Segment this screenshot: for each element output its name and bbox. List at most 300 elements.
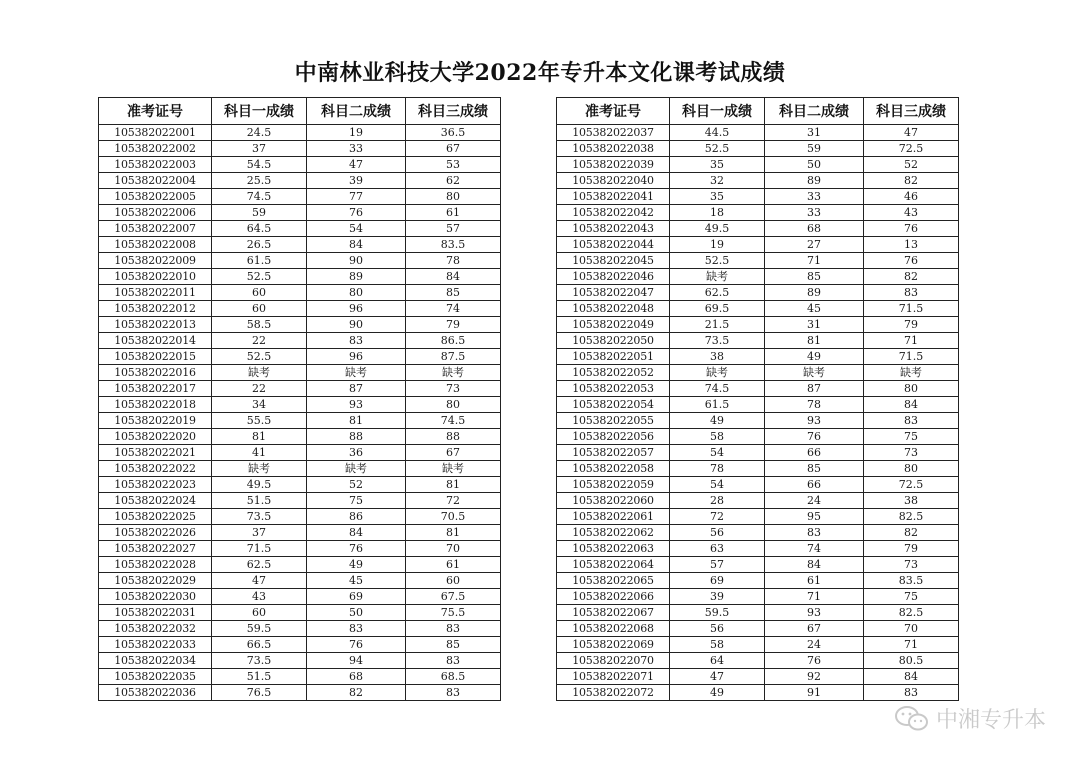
cell-subject-1: 60	[212, 285, 307, 301]
table-row	[99, 349, 501, 365]
table-row	[99, 605, 501, 621]
table-body-left	[99, 125, 501, 701]
cell-exam-id: 105382022019	[99, 413, 212, 429]
cell-subject-2: 24	[765, 493, 864, 509]
scores-table-left	[98, 97, 501, 701]
cell-subject-1: 62.5	[670, 285, 765, 301]
table-row	[99, 589, 501, 605]
cell-subject-2: 50	[765, 157, 864, 173]
table-row	[557, 205, 959, 221]
table-row	[557, 541, 959, 557]
cell-subject-1: 47	[670, 669, 765, 685]
cell-subject-2: 68	[765, 221, 864, 237]
table-row	[99, 141, 501, 157]
cell-exam-id: 105382022033	[99, 637, 212, 653]
cell-subject-1: 37	[212, 525, 307, 541]
cell-exam-id: 105382022006	[99, 205, 212, 221]
header-subject-3: 科目三成绩	[864, 98, 959, 125]
cell-subject-2: 83	[307, 621, 406, 637]
cell-subject-2: 96	[307, 349, 406, 365]
table-row	[557, 285, 959, 301]
cell-subject-2: 83	[765, 525, 864, 541]
cell-subject-2: 81	[307, 413, 406, 429]
table-row	[557, 429, 959, 445]
cell-subject-1: 74.5	[670, 381, 765, 397]
table-row	[99, 173, 501, 189]
cell-subject-2: 45	[307, 573, 406, 589]
cell-subject-3: 38	[864, 493, 959, 509]
cell-subject-3: 83.5	[864, 573, 959, 589]
cell-subject-3: 71.5	[864, 301, 959, 317]
cell-subject-1: 72	[670, 509, 765, 525]
cell-exam-id: 105382022028	[99, 557, 212, 573]
cell-subject-2: 68	[307, 669, 406, 685]
cell-subject-2: 84	[765, 557, 864, 573]
cell-subject-2: 49	[765, 349, 864, 365]
table-row	[557, 237, 959, 253]
cell-subject-3: 67	[406, 445, 501, 461]
cell-exam-id: 105382022025	[99, 509, 212, 525]
cell-exam-id: 105382022012	[99, 301, 212, 317]
cell-subject-1: 59.5	[212, 621, 307, 637]
table-row	[557, 413, 959, 429]
cell-subject-1: 49.5	[212, 477, 307, 493]
cell-subject-1: 58	[670, 637, 765, 653]
cell-subject-1: 59.5	[670, 605, 765, 621]
cell-subject-2: 88	[307, 429, 406, 445]
cell-exam-id: 105382022048	[557, 301, 670, 317]
table-row	[557, 397, 959, 413]
cell-subject-3: 82	[864, 173, 959, 189]
cell-subject-1: 28	[670, 493, 765, 509]
cell-subject-1: 44.5	[670, 125, 765, 141]
cell-exam-id: 105382022011	[99, 285, 212, 301]
cell-subject-1: 73.5	[212, 509, 307, 525]
cell-subject-3: 79	[864, 317, 959, 333]
cell-subject-3: 75	[864, 429, 959, 445]
table-row	[557, 141, 959, 157]
cell-exam-id: 105382022027	[99, 541, 212, 557]
cell-exam-id: 105382022069	[557, 637, 670, 653]
cell-subject-3: 缺考	[406, 461, 501, 477]
cell-subject-1: 63	[670, 541, 765, 557]
cell-exam-id: 105382022072	[557, 685, 670, 701]
cell-subject-3: 75	[864, 589, 959, 605]
cell-subject-2: 94	[307, 653, 406, 669]
cell-subject-3: 81	[406, 477, 501, 493]
table-row	[557, 477, 959, 493]
cell-subject-3: 84	[864, 669, 959, 685]
cell-exam-id: 105382022005	[99, 189, 212, 205]
cell-subject-1: 73.5	[212, 653, 307, 669]
cell-subject-3: 85	[406, 285, 501, 301]
cell-subject-3: 13	[864, 237, 959, 253]
cell-subject-1: 64	[670, 653, 765, 669]
cell-subject-3: 72.5	[864, 477, 959, 493]
cell-subject-3: 81	[406, 525, 501, 541]
cell-subject-3: 78	[406, 253, 501, 269]
cell-subject-3: 83	[864, 685, 959, 701]
cell-subject-2: 27	[765, 237, 864, 253]
cell-subject-1: 25.5	[212, 173, 307, 189]
table-row	[99, 365, 501, 381]
table-row	[99, 237, 501, 253]
cell-exam-id: 105382022004	[99, 173, 212, 189]
header-exam-id: 准考证号	[557, 98, 670, 125]
cell-subject-3: 83.5	[406, 237, 501, 253]
cell-subject-1: 61.5	[670, 397, 765, 413]
cell-subject-2: 69	[307, 589, 406, 605]
cell-subject-2: 76	[765, 429, 864, 445]
cell-subject-3: 76	[864, 253, 959, 269]
cell-subject-3: 86.5	[406, 333, 501, 349]
cell-exam-id: 105382022026	[99, 525, 212, 541]
cell-exam-id: 105382022068	[557, 621, 670, 637]
cell-subject-2: 85	[765, 461, 864, 477]
cell-subject-3: 61	[406, 205, 501, 221]
table-row	[99, 493, 501, 509]
cell-subject-3: 60	[406, 573, 501, 589]
table-row	[557, 445, 959, 461]
table-row	[557, 173, 959, 189]
header-exam-id: 准考证号	[99, 98, 212, 125]
cell-subject-3: 70	[864, 621, 959, 637]
cell-subject-2: 75	[307, 493, 406, 509]
cell-subject-1: 59	[212, 205, 307, 221]
table-row	[99, 397, 501, 413]
cell-subject-1: 60	[212, 605, 307, 621]
cell-subject-2: 54	[307, 221, 406, 237]
cell-exam-id: 105382022053	[557, 381, 670, 397]
cell-subject-3: 88	[406, 429, 501, 445]
cell-subject-3: 75.5	[406, 605, 501, 621]
table-row	[557, 509, 959, 525]
cell-exam-id: 105382022050	[557, 333, 670, 349]
cell-subject-3: 79	[864, 541, 959, 557]
cell-subject-3: 62	[406, 173, 501, 189]
cell-exam-id: 105382022003	[99, 157, 212, 173]
cell-exam-id: 105382022035	[99, 669, 212, 685]
cell-subject-2: 49	[307, 557, 406, 573]
cell-subject-2: 87	[307, 381, 406, 397]
table-body-right	[557, 125, 959, 701]
wechat-icon	[894, 705, 930, 733]
cell-subject-2: 66	[765, 445, 864, 461]
cell-subject-1: 78	[670, 461, 765, 477]
cell-subject-1: 52.5	[212, 349, 307, 365]
cell-subject-1: 76.5	[212, 685, 307, 701]
table-row	[99, 525, 501, 541]
table-row	[99, 269, 501, 285]
table-row	[99, 221, 501, 237]
table-row	[557, 557, 959, 573]
table-row	[557, 317, 959, 333]
table-row	[99, 301, 501, 317]
cell-subject-3: 缺考	[864, 365, 959, 381]
cell-subject-1: 66.5	[212, 637, 307, 653]
table-row	[99, 685, 501, 701]
table-row	[99, 541, 501, 557]
cell-subject-2: 47	[307, 157, 406, 173]
cell-subject-2: 76	[307, 205, 406, 221]
cell-subject-2: 93	[307, 397, 406, 413]
cell-subject-1: 54.5	[212, 157, 307, 173]
cell-exam-id: 105382022067	[557, 605, 670, 621]
table-row	[557, 365, 959, 381]
cell-subject-3: 68.5	[406, 669, 501, 685]
table-row	[557, 637, 959, 653]
table-row	[557, 253, 959, 269]
watermark-text: 中湘专升本	[935, 708, 1046, 733]
cell-subject-1: 37	[212, 141, 307, 157]
table-row	[557, 525, 959, 541]
cell-subject-2: 71	[765, 589, 864, 605]
cell-subject-1: 52.5	[212, 269, 307, 285]
table-row	[99, 637, 501, 653]
cell-exam-id: 105382022037	[557, 125, 670, 141]
table-row	[99, 509, 501, 525]
cell-subject-3: 61	[406, 557, 501, 573]
cell-subject-2: 85	[765, 269, 864, 285]
cell-subject-2: 91	[765, 685, 864, 701]
cell-subject-1: 74.5	[212, 189, 307, 205]
cell-subject-3: 87.5	[406, 349, 501, 365]
cell-subject-2: 61	[765, 573, 864, 589]
table-row	[557, 669, 959, 685]
cell-subject-3: 83	[406, 621, 501, 637]
table-row	[99, 557, 501, 573]
cell-subject-1: 34	[212, 397, 307, 413]
cell-exam-id: 105382022007	[99, 221, 212, 237]
cell-exam-id: 105382022041	[557, 189, 670, 205]
cell-exam-id: 105382022024	[99, 493, 212, 509]
cell-exam-id: 105382022040	[557, 173, 670, 189]
header-subject-1: 科目一成绩	[670, 98, 765, 125]
cell-subject-1: 缺考	[670, 269, 765, 285]
cell-subject-2: 50	[307, 605, 406, 621]
table-row	[557, 573, 959, 589]
cell-subject-2: 45	[765, 301, 864, 317]
table-header-row	[99, 98, 501, 125]
table-row	[99, 317, 501, 333]
cell-subject-2: 93	[765, 413, 864, 429]
cell-subject-3: 82.5	[864, 605, 959, 621]
cell-exam-id: 105382022045	[557, 253, 670, 269]
cell-exam-id: 105382022043	[557, 221, 670, 237]
cell-subject-3: 缺考	[406, 365, 501, 381]
cell-subject-3: 46	[864, 189, 959, 205]
cell-subject-1: 43	[212, 589, 307, 605]
cell-subject-1: 21.5	[670, 317, 765, 333]
cell-subject-2: 92	[765, 669, 864, 685]
cell-subject-1: 71.5	[212, 541, 307, 557]
cell-subject-3: 79	[406, 317, 501, 333]
cell-subject-2: 39	[307, 173, 406, 189]
cell-subject-2: 67	[765, 621, 864, 637]
cell-subject-1: 51.5	[212, 669, 307, 685]
cell-exam-id: 105382022065	[557, 573, 670, 589]
cell-subject-1: 32	[670, 173, 765, 189]
cell-subject-3: 52	[864, 157, 959, 173]
cell-subject-3: 67	[406, 141, 501, 157]
cell-exam-id: 105382022002	[99, 141, 212, 157]
header-subject-3: 科目三成绩	[406, 98, 501, 125]
cell-subject-1: 61.5	[212, 253, 307, 269]
table-row	[99, 205, 501, 221]
table-row	[99, 461, 501, 477]
cell-subject-1: 49.5	[670, 221, 765, 237]
cell-subject-2: 76	[307, 541, 406, 557]
cell-exam-id: 105382022063	[557, 541, 670, 557]
cell-subject-2: 31	[765, 317, 864, 333]
table-row	[99, 621, 501, 637]
cell-exam-id: 105382022046	[557, 269, 670, 285]
cell-subject-2: 80	[307, 285, 406, 301]
scores-table-right	[556, 97, 959, 701]
header-subject-2: 科目二成绩	[765, 98, 864, 125]
cell-subject-3: 70	[406, 541, 501, 557]
cell-subject-3: 74.5	[406, 413, 501, 429]
cell-subject-1: 60	[212, 301, 307, 317]
cell-subject-2: 82	[307, 685, 406, 701]
cell-subject-2: 84	[307, 237, 406, 253]
cell-subject-1: 22	[212, 381, 307, 397]
cell-subject-1: 19	[670, 237, 765, 253]
cell-subject-3: 80	[864, 381, 959, 397]
cell-subject-3: 80	[406, 189, 501, 205]
table-row	[99, 381, 501, 397]
cell-subject-2: 96	[307, 301, 406, 317]
cell-subject-2: 33	[307, 141, 406, 157]
header-subject-1: 科目一成绩	[212, 98, 307, 125]
cell-subject-1: 24.5	[212, 125, 307, 141]
cell-subject-3: 83	[406, 653, 501, 669]
cell-subject-2: 52	[307, 477, 406, 493]
cell-exam-id: 105382022056	[557, 429, 670, 445]
cell-exam-id: 105382022059	[557, 477, 670, 493]
cell-subject-1: 缺考	[212, 461, 307, 477]
cell-subject-3: 83	[406, 685, 501, 701]
cell-subject-2: 95	[765, 509, 864, 525]
table-row	[557, 125, 959, 141]
cell-exam-id: 105382022020	[99, 429, 212, 445]
table-row	[557, 221, 959, 237]
cell-subject-3: 53	[406, 157, 501, 173]
cell-subject-2: 86	[307, 509, 406, 525]
cell-subject-2: 93	[765, 605, 864, 621]
cell-subject-3: 73	[864, 557, 959, 573]
cell-exam-id: 105382022051	[557, 349, 670, 365]
cell-exam-id: 105382022064	[557, 557, 670, 573]
cell-exam-id: 105382022015	[99, 349, 212, 365]
cell-subject-3: 83	[864, 413, 959, 429]
cell-exam-id: 105382022060	[557, 493, 670, 509]
cell-subject-3: 80.5	[864, 653, 959, 669]
cell-exam-id: 105382022016	[99, 365, 212, 381]
cell-subject-1: 69.5	[670, 301, 765, 317]
table-row	[99, 445, 501, 461]
cell-subject-1: 35	[670, 157, 765, 173]
cell-subject-1: 39	[670, 589, 765, 605]
cell-subject-3: 73	[406, 381, 501, 397]
cell-exam-id: 105382022029	[99, 573, 212, 589]
cell-subject-2: 缺考	[307, 365, 406, 381]
table-row	[557, 653, 959, 669]
table-row	[99, 669, 501, 685]
cell-exam-id: 105382022032	[99, 621, 212, 637]
cell-exam-id: 105382022070	[557, 653, 670, 669]
table-row	[557, 157, 959, 173]
cell-exam-id: 105382022018	[99, 397, 212, 413]
cell-subject-2: 76	[765, 653, 864, 669]
table-row	[557, 381, 959, 397]
cell-subject-1: 58	[670, 429, 765, 445]
cell-subject-2: 90	[307, 253, 406, 269]
cell-subject-2: 74	[765, 541, 864, 557]
cell-subject-3: 72	[406, 493, 501, 509]
cell-exam-id: 105382022001	[99, 125, 212, 141]
table-row	[557, 461, 959, 477]
table-row	[99, 333, 501, 349]
table-header-row	[557, 98, 959, 125]
cell-exam-id: 105382022052	[557, 365, 670, 381]
cell-subject-1: 49	[670, 685, 765, 701]
cell-exam-id: 105382022017	[99, 381, 212, 397]
table-row	[557, 349, 959, 365]
cell-subject-3: 67.5	[406, 589, 501, 605]
cell-subject-3: 43	[864, 205, 959, 221]
table-row	[99, 125, 501, 141]
cell-subject-3: 83	[864, 285, 959, 301]
cell-subject-2: 89	[765, 173, 864, 189]
cell-exam-id: 105382022009	[99, 253, 212, 269]
cell-subject-3: 80	[406, 397, 501, 413]
cell-subject-2: 89	[765, 285, 864, 301]
cell-subject-1: 54	[670, 445, 765, 461]
cell-subject-1: 54	[670, 477, 765, 493]
cell-exam-id: 105382022031	[99, 605, 212, 621]
cell-subject-2: 76	[307, 637, 406, 653]
cell-subject-3: 82	[864, 269, 959, 285]
table-row	[99, 429, 501, 445]
cell-subject-3: 72.5	[864, 141, 959, 157]
cell-subject-1: 55.5	[212, 413, 307, 429]
cell-subject-2: 66	[765, 477, 864, 493]
cell-subject-3: 73	[864, 445, 959, 461]
cell-subject-2: 59	[765, 141, 864, 157]
cell-exam-id: 105382022054	[557, 397, 670, 413]
cell-subject-1: 47	[212, 573, 307, 589]
cell-subject-3: 82	[864, 525, 959, 541]
table-row	[99, 157, 501, 173]
cell-subject-2: 33	[765, 189, 864, 205]
cell-subject-1: 18	[670, 205, 765, 221]
cell-subject-1: 52.5	[670, 141, 765, 157]
table-row	[557, 589, 959, 605]
cell-exam-id: 105382022044	[557, 237, 670, 253]
table-row	[99, 477, 501, 493]
cell-exam-id: 105382022034	[99, 653, 212, 669]
cell-subject-1: 64.5	[212, 221, 307, 237]
table-row	[557, 301, 959, 317]
cell-subject-2: 83	[307, 333, 406, 349]
cell-subject-3: 76	[864, 221, 959, 237]
cell-subject-1: 52.5	[670, 253, 765, 269]
cell-subject-2: 84	[307, 525, 406, 541]
cell-exam-id: 105382022055	[557, 413, 670, 429]
cell-exam-id: 105382022023	[99, 477, 212, 493]
cell-subject-2: 24	[765, 637, 864, 653]
